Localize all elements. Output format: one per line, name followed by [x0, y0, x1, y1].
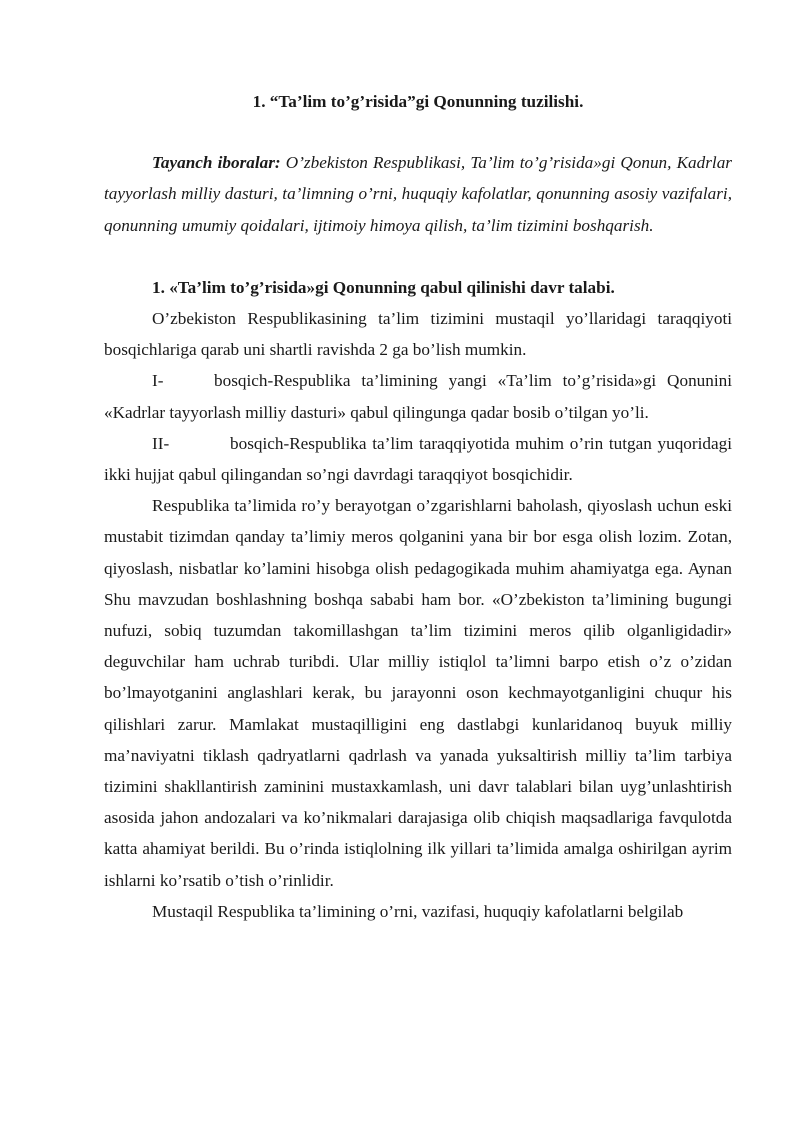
keywords-paragraph	[104, 147, 732, 241]
stage-one-marker: I-	[152, 371, 164, 391]
section-heading: 1. «Ta’lim to’g’risida»gi Qonunning qabul qilinishi davr talabi.	[152, 277, 615, 297]
paragraph-intro: O’zbekiston Respublikasining ta’lim tizimini mustaqil yo’llaridagi taraqqiyoti bosqichlariga qarab uni shartli ravishda 2 ga bo’lish mumkin.	[104, 309, 732, 360]
document-body	[104, 86, 732, 927]
stage-two-marker: II-	[152, 433, 170, 453]
keywords-text: O’zbekiston Respublikasi, Ta’lim to’g’risida»gi Qonun, Kadrlar tayyorlash milliy dasturi, ta’limning o’rni, huquqiy kafolatlar, qonunning asosiy vazifalari, qonunning umumiy qoidalari, ijtimoiy himoya qilish, ta’lim tizimini boshqarish.	[104, 153, 732, 235]
stage-two-text: bosqich-Respublika ta’lim taraqqiyotida muhim o’rin tutgan yuqoridagi ikki hujjat qabul qilingandan so’ngi davrdagi taraqqiyot bosqichidir.	[104, 433, 732, 485]
stage-one-text: bosqich-Respublika ta’limining yangi «Ta’lim to’g’risida»gi Qonunini «Kadrlar tayyorlash milliy dasturi» qabul qilingunga qadar bosib o’tilgan yo’li.	[104, 371, 732, 422]
stage-two-paragraph	[104, 428, 732, 490]
keywords-label: Tayanch iboralar:	[152, 153, 281, 173]
paragraph-main: Respublika ta’limida ro’y berayotgan o’zgarishlarni baholash, qiyoslash uchun eski mustabit tizimdan qanday ta’limiy meros qolganini yana bir bor esga olish lozim. Zotan, qiyoslash, nisbatlar ko’lamini hisobga olish pedagogikada muhim ahamiyatga ega. Aynan Shu mavzudan boshlashning boshqa sababi ham bor. «O’zbekiston ta’limining bugungi nufuzi, sobiq tuzumdan takomillashgan ta’lim tizimini meros qilib olganligidadir» deguvchilar ham uchrab turibdi. Ular milliy istiqlol ta’limni barpo etish o’z o’zidan bo’lmayotganini anglashlari kerak, bu jarayonni oson kechmayotganligini chuqur his qilishlari zarur. Mamlakat mustaqilligini eng dastlabgi kunlaridanoq buyuk milliy ma’naviyatni tiklash qadryatlarni qadrlash va yanada yuksaltirish milliy ta’lim tarbiya tizimini shakllantirish zaminini mustaxkamlash, uni davr talablari bilan uyg’unlashtirish asosida jahon andozalari va ko’nikmalari darajasiga olib chiqish maqsadlariga favqulotda katta ahamiyat berildi. Bu o’rinda istiqlolning ilk yillari ta’limida amalga oshirilgan ayrim ishlarni ko’rsatib o’tish o’rinlidir.	[104, 496, 732, 890]
stage-one-paragraph	[104, 365, 732, 427]
paragraph-last: Mustaqil Respublika ta’limining o’rni, vazifasi, huquqiy kafolatlarni belgilab	[152, 901, 684, 921]
document-title: 1. “Ta’lim to’g’risida”gi Qonunning tuzilishi.	[252, 92, 584, 111]
